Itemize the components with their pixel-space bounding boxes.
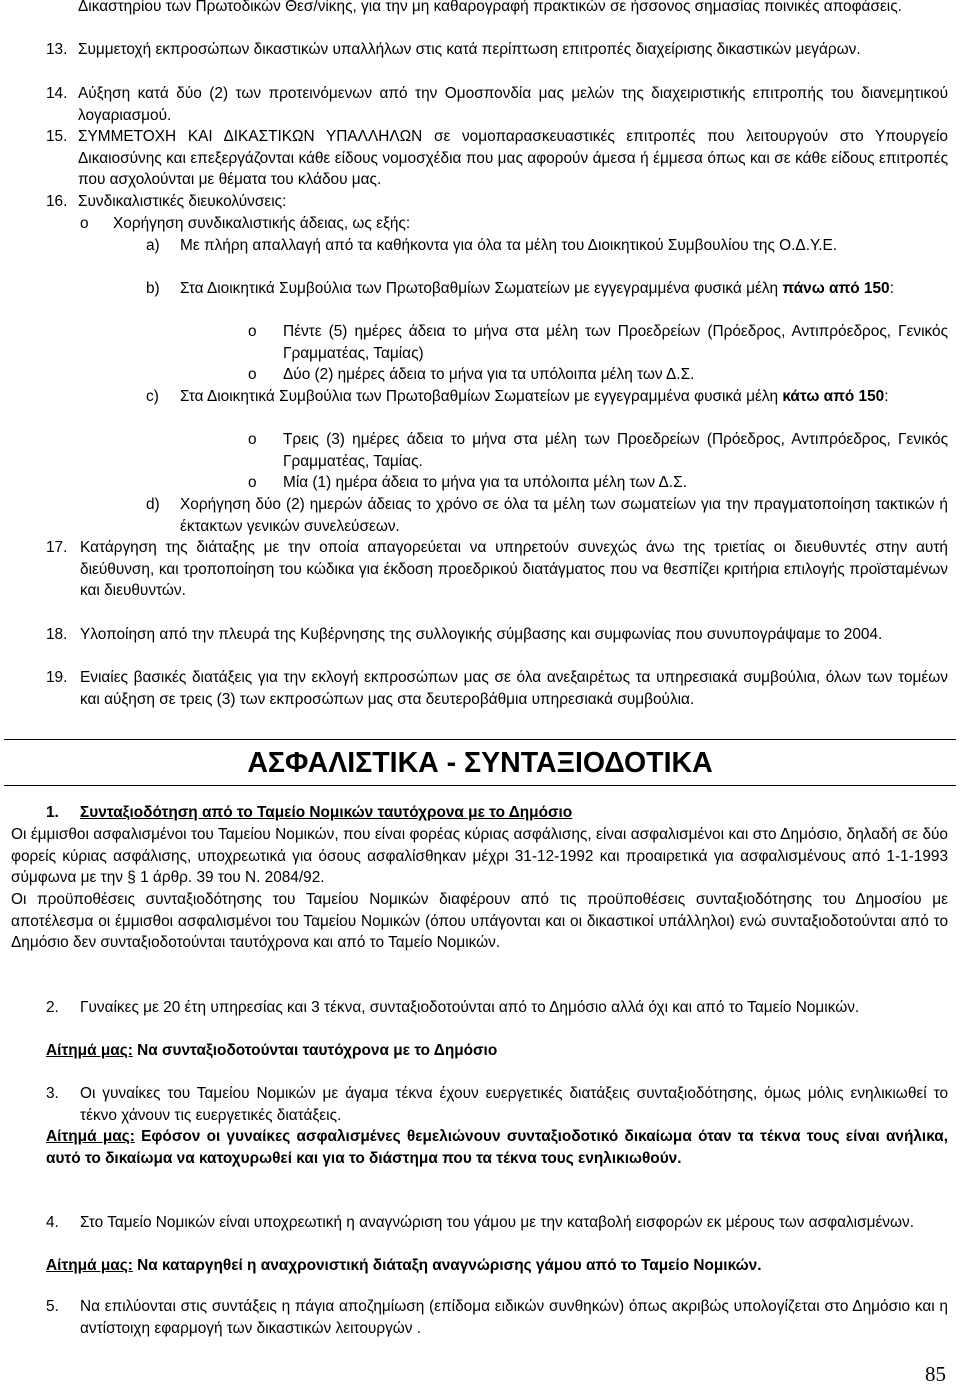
page-number: 85 (925, 1362, 946, 1386)
section-title: ΑΣΦΑΛΙΣΤΙΚΑ - ΣΥΝΤΑΞΙΟΔΟΤΙΚΑ (247, 747, 713, 779)
item-number: 17. (46, 539, 68, 556)
request-line: Αίτημά μας: Να συνταξιοδοτούνται ταυτόχρονα με το Δημόσιο (46, 1042, 498, 1059)
list-item-19: Ενιαίες βασικές διατάξεις για την εκλογή εκπροσώπων μας σε όλα ανεξαιρέτως τα υπηρεσιακά συμβούλια, όλων των τομέων και αύξηση σε τρεις (3) των εκπροσώπων μας στα δευτεροβάθμια υπηρεσιακά συμβούλια. (80, 669, 948, 708)
sub-item-label: c) (146, 388, 159, 405)
list-item-15: ΣΥΜΜΕΤΟΧΗ ΚΑΙ ΔΙΚΑΣΤΙΚΩΝ ΥΠΑΛΛΗΛΩΝ σε νομοπαρασκευαστικές επιτροπές που λειτουργούν στο Υπουργείο Δικαιοσύνης και επεξεργάζονται κάθε είδους νομοσχέδια που μας αφορούν άμεσα ή έμμεσα όπως και σε κάθε είδους επιτροπές που ασχολούνται με θέματα του κλάδου μας. (78, 128, 948, 189)
item-number: 1. (46, 804, 59, 821)
bullet: o (248, 323, 257, 340)
bullet: o (248, 474, 257, 491)
request-line: Αίτημά μας: Εφόσον οι γυναίκες ασφαλισμένες θεμελιώνουν συνταξιοδοτικό δικαίωμα όταν τα τέκνα τους είναι ανήλικα, αυτό το δικαίωμα να κατοχυρωθεί και για το διάστημα που τα τέκνα τους ενηλικιωθούν. (46, 1128, 949, 1167)
list-item-3: Οι γυναίκες του Ταμείου Νομικών με άγαμα τέκνα έχουν ευεργετικές διατάξεις συνταξιοδότησης, όμως μόλις ενηλικιωθεί το τέκνο χάνουν τις ευεργετικές διατάξεις. (80, 1085, 948, 1124)
sub-bullet-text: Δύο (2) ημέρες άδεια το μήνα για τα υπόλοιπα μέλη των Δ.Σ. (283, 366, 695, 383)
sub-item-label: b) (146, 280, 160, 297)
continuation-text: Δικαστηρίου των Πρωτοδικών Θεσ/νίκης, για την μη καθαρογραφή πρακτικών σε ήσσονος σημασίας ποινικές αποφάσεις. (78, 0, 902, 15)
section-rule-top (4, 739, 956, 740)
item-number: 3. (46, 1085, 59, 1102)
request-line: Αίτημά μας: Να καταργηθεί η αναχρονιστική διάταξη αναγνώρισης γάμου από το Ταμείο Νομικών. (46, 1257, 762, 1274)
item-number: 2. (46, 999, 59, 1016)
bullet: o (248, 366, 257, 383)
paragraph: Οι έμμισθοι ασφαλισμένοι του Ταμείου Νομικών, που είναι φορέας κύριας ασφάλισης, είναι ασφαλισμένοι και στο Δημόσιο, δηλαδή σε δύο φορείς κύριας ασφάλισης, υποχρεωτικά για όσους ασφαλίσθηκαν μέχρι 31-12-1992 και προαιρετικά για ασφαλισμένους από 1-1-1993 σύμφωνα με την § 1 άρθρ. 39 του Ν. 2084/92. (11, 826, 948, 887)
bullet-text: Χορήγηση συνδικαλιστικής άδειας, ως εξής: (113, 215, 411, 232)
sub-item-label: a) (146, 237, 160, 254)
item-number: 13. (46, 41, 68, 58)
item-number: 16. (46, 193, 68, 210)
sub-item-a: Με πλήρη απαλλαγή από τα καθήκοντα για όλα τα μέλη του Διοικητικού Συμβουλίου της Ο.Δ.Υ.Ε. (180, 237, 838, 254)
sub-item-b: Στα Διοικητικά Συμβούλια των Πρωτοβαθμίων Σωματείων με εγγεγραμμένα φυσικά μέλη πάνω από 150: (180, 280, 894, 297)
list-item-5: Να επιλύονται στις συντάξεις η πάγια αποζημίωση (επίδομα ειδικών συνθηκών) όπως ακριβώς υπολογίζεται στο Δημόσιο και η αντίστοιχη εφαρμογή των δικαστικών λειτουργών . (80, 1298, 948, 1337)
item-number: 5. (46, 1298, 59, 1315)
item-number: 18. (46, 626, 68, 643)
list-item-16: Συνδικαλιστικές διευκολύνσεις: (78, 193, 287, 210)
bullet: o (248, 431, 257, 448)
bullet: o (80, 215, 89, 232)
sub-item-c: Στα Διοικητικά Συμβούλια των Πρωτοβαθμίων Σωματείων με εγγεγραμμένα φυσικά μέλη κάτω από 150: (180, 388, 889, 405)
list-item-14: Αύξηση κατά δύο (2) των προτεινόμενων από την Ομοσπονδία μας μελών της διαχειριστικής επιτροπής του διανεμητικού λογαριασμού. (78, 85, 948, 124)
list-item-13: Συμμετοχή εκπροσώπων δικαστικών υπαλλήλων στις κατά περίπτωση επιτροπές διαχείρισης δικαστικών μεγάρων. (78, 41, 861, 58)
sub-bullet-text: Μία (1) ημέρα άδεια το μήνα για τα υπόλοιπα μέλη των Δ.Σ. (283, 474, 687, 491)
list-item-18: Υλοποίηση από την πλευρά της Κυβέρνησης της συλλογικής σύμβασης και συμφωνίας που συνυπογράψαμε το 2004. (80, 626, 883, 643)
sub-bullet-text: Τρεις (3) ημέρες άδεια το μήνα στα μέλη των Προεδρείων (Πρόεδρος, Αντιπρόεδρος, Γενικός Γραμματέας, Ταμίας. (283, 431, 948, 470)
item-number: 4. (46, 1214, 59, 1231)
list-item-17: Κατάργηση της διάταξης με την οποία απαγορεύεται να υπηρετούν συνεχώς άνω της τριετίας οι διευθυντές στην αυτή διεύθυνση, και τροποποίηση του κώδικα για έκδοση προεδρικού διατάγματος που να θεσπίζει κριτήρια επιλογής προϊσταμένων και διευθυντών. (80, 539, 948, 600)
sub-item-label: d) (146, 496, 160, 513)
item-number: 14. (46, 85, 68, 102)
sub-item-d: Χορήγηση δύο (2) ημερών άδειας το χρόνο σε όλα τα μέλη των σωματείων για την πραγματοποίηση τακτικών ή έκτακτων γενικών συνελεύσεων. (180, 496, 948, 535)
item-number: 19. (46, 669, 68, 686)
subsection-heading: Συνταξιοδότηση από το Ταμείο Νομικών ταυτόχρονα με το Δημόσιο (80, 804, 573, 821)
list-item-4: Στο Ταμείο Νομικών είναι υποχρεωτική η αναγνώριση του γάμου με την καταβολή εισφορών εκ μέρους των ασφαλισμένων. (80, 1214, 914, 1231)
paragraph: Οι προϋποθέσεις συνταξιοδότησης του Ταμείου Νομικών διαφέρουν από τις προϋποθέσεις συνταξιοδότησης του Δημοσίου με αποτέλεσμα οι έμμισθοι ασφαλισμένοι του Ταμείου Νομικών (όπου υπάγονται και οι δικαστικοί υπάλληλοι) ενώ συνταξιοδοτούνται από το Δημόσιο δεν συνταξιοδοτούνται ταυτόχρονα και από το Ταμείο Νομικών. (11, 891, 948, 952)
sub-bullet-text: Πέντε (5) ημέρες άδεια το μήνα στα μέλη των Προεδρείων (Πρόεδρος, Αντιπρόεδρος, Γενικός Γραμματέας, Ταμίας) (283, 323, 948, 362)
item-number: 15. (46, 128, 68, 145)
section-rule-bottom (4, 785, 956, 786)
list-item-2: Γυναίκες με 20 έτη υπηρεσίας και 3 τέκνα, συνταξιοδοτούνται από το Δημόσιο αλλά όχι και από το Ταμείο Νομικών. (80, 999, 860, 1016)
